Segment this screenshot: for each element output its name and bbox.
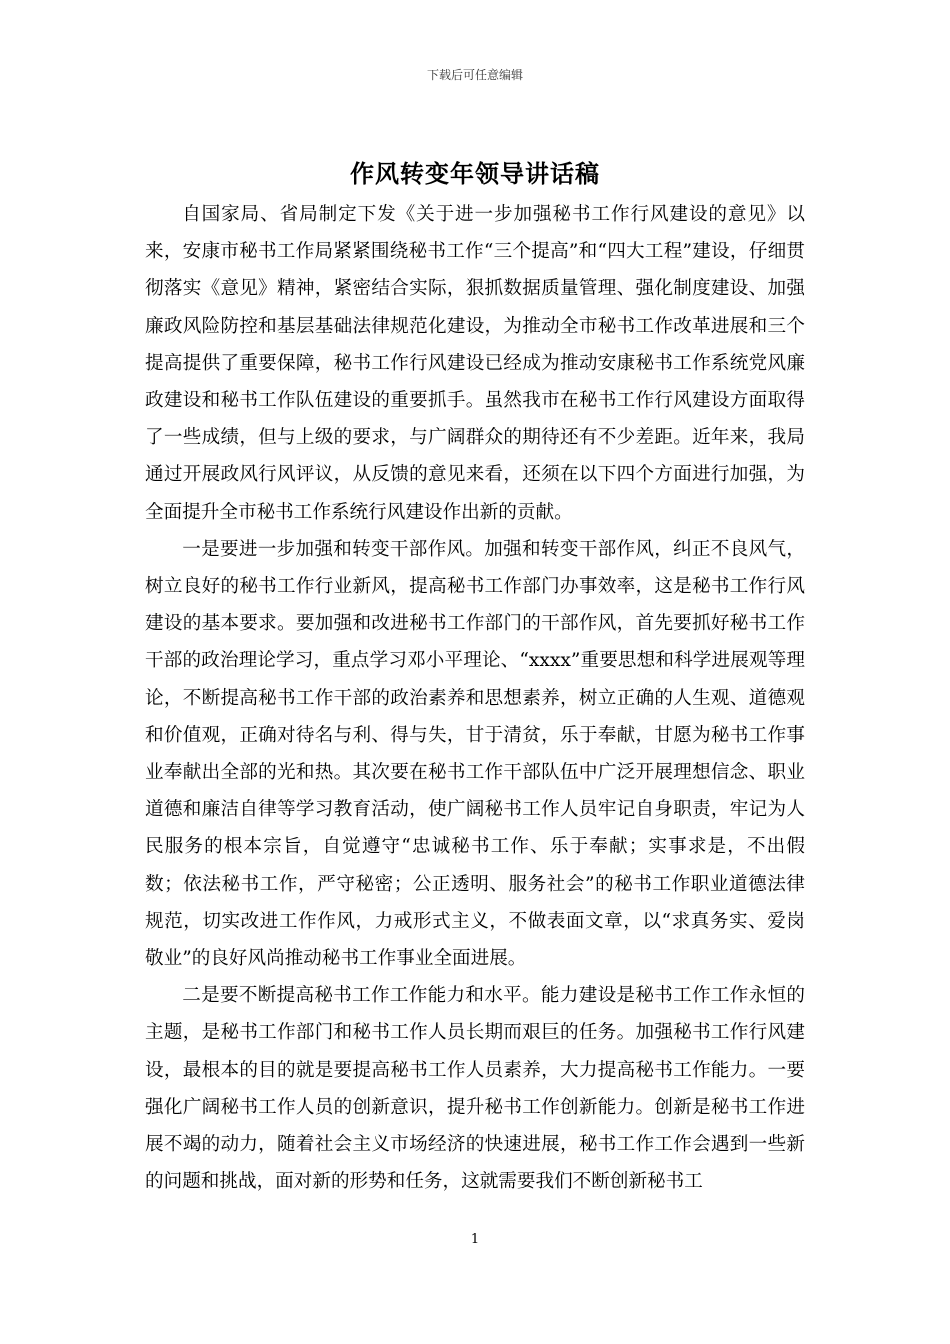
page-number: 1 bbox=[470, 1232, 480, 1247]
paragraph-point-two: 二是要不断提高秘书工作工作能力和水平。能力建设是秘书工作工作永恒的主题，是秘书工作部门和秘书工作人员长期而艰巨的任务。加强秘书工作行风建设，最根本的目的就是要提高秘书工作人员素养，大力提高秘书工作能力。一要强化广阔秘书工作人员的创新意识，提升秘书工作创新能力。创新是秘书工作进展不竭的动力，随着社会主义市场经济的快速进展，秘书工作工作会遇到一些新的问题和挑战，面对新的形势和任务，这就需要我们不断创新秘书工 bbox=[145, 985, 805, 1193]
paragraph-intro: 自国家局、省局制定下发《关于进一步加强秘书工作行风建设的意见》以来，安康市秘书工作局紧紧围绕秘书工作“三个提高”和“四大工程”建设，仔细贯彻落实《意见》精神，紧密结合实际，狠抓数据质量管理、强化制度建设、加强廉政风险防控和基层基础法律规范化建设，为推动全市秘书工作改革进展和三个提高提供了重要保障，秘书工作行风建设已经成为推动安康秘书工作系统党风廉政建设和秘书工作队伍建设的重要抓手。虽然我市在秘书工作行风建设方面取得了一些成绩，但与上级的要求，与广阔群众的期待还有不少差距。近年来，我局通过开展政风行风评议，从反馈的意见来看，还须在以下四个方面进行加强，为全面提升全市秘书工作系统行风建设作出新的贡献。 bbox=[145, 204, 805, 523]
header-note: 下载后可任意编辑 bbox=[426, 68, 523, 82]
paragraph-point-one: 一是要进一步加强和转变干部作风。加强和转变干部作风，纠正不良风气，树立良好的秘书工作行业新风，提高秘书工作部门办事效率，这是秘书工作行风建设的基本要求。要加强和改进秘书工作部门的干部作风，首先要抓好秘书工作干部的政治理论学习，重点学习邓小平理论、“xxxx”重要思想和科学进展观等理论，不断提高秘书工作干部的政治素养和思想素养，树立正确的人生观、道德观和价值观，正确对待名与利、得与失，甘于清贫，乐于奉献，甘愿为秘书工作事业奉献出全部的光和热。其次要在秘书工作干部队伍中广泛开展理想信念、职业道德和廉洁自律等学习教育活动，使广阔秘书工作人员牢记自身职责，牢记为人民服务的根本宗旨，自觉遵守“忠诚秘书工作、乐于奉献；实事求是，不出假数；依法秘书工作，严守秘密；公正透明、服务社会”的秘书工作职业道德法律规范，切实改进工作作风，力戒形式主义，不做表面文章，以“求真务实、爱岗敬业”的良好风尚推动秘书工作事业全面进展。 bbox=[145, 538, 805, 970]
document-body bbox=[145, 196, 805, 1200]
document-title: 作风转变年领导讲话稿 bbox=[350, 159, 600, 188]
